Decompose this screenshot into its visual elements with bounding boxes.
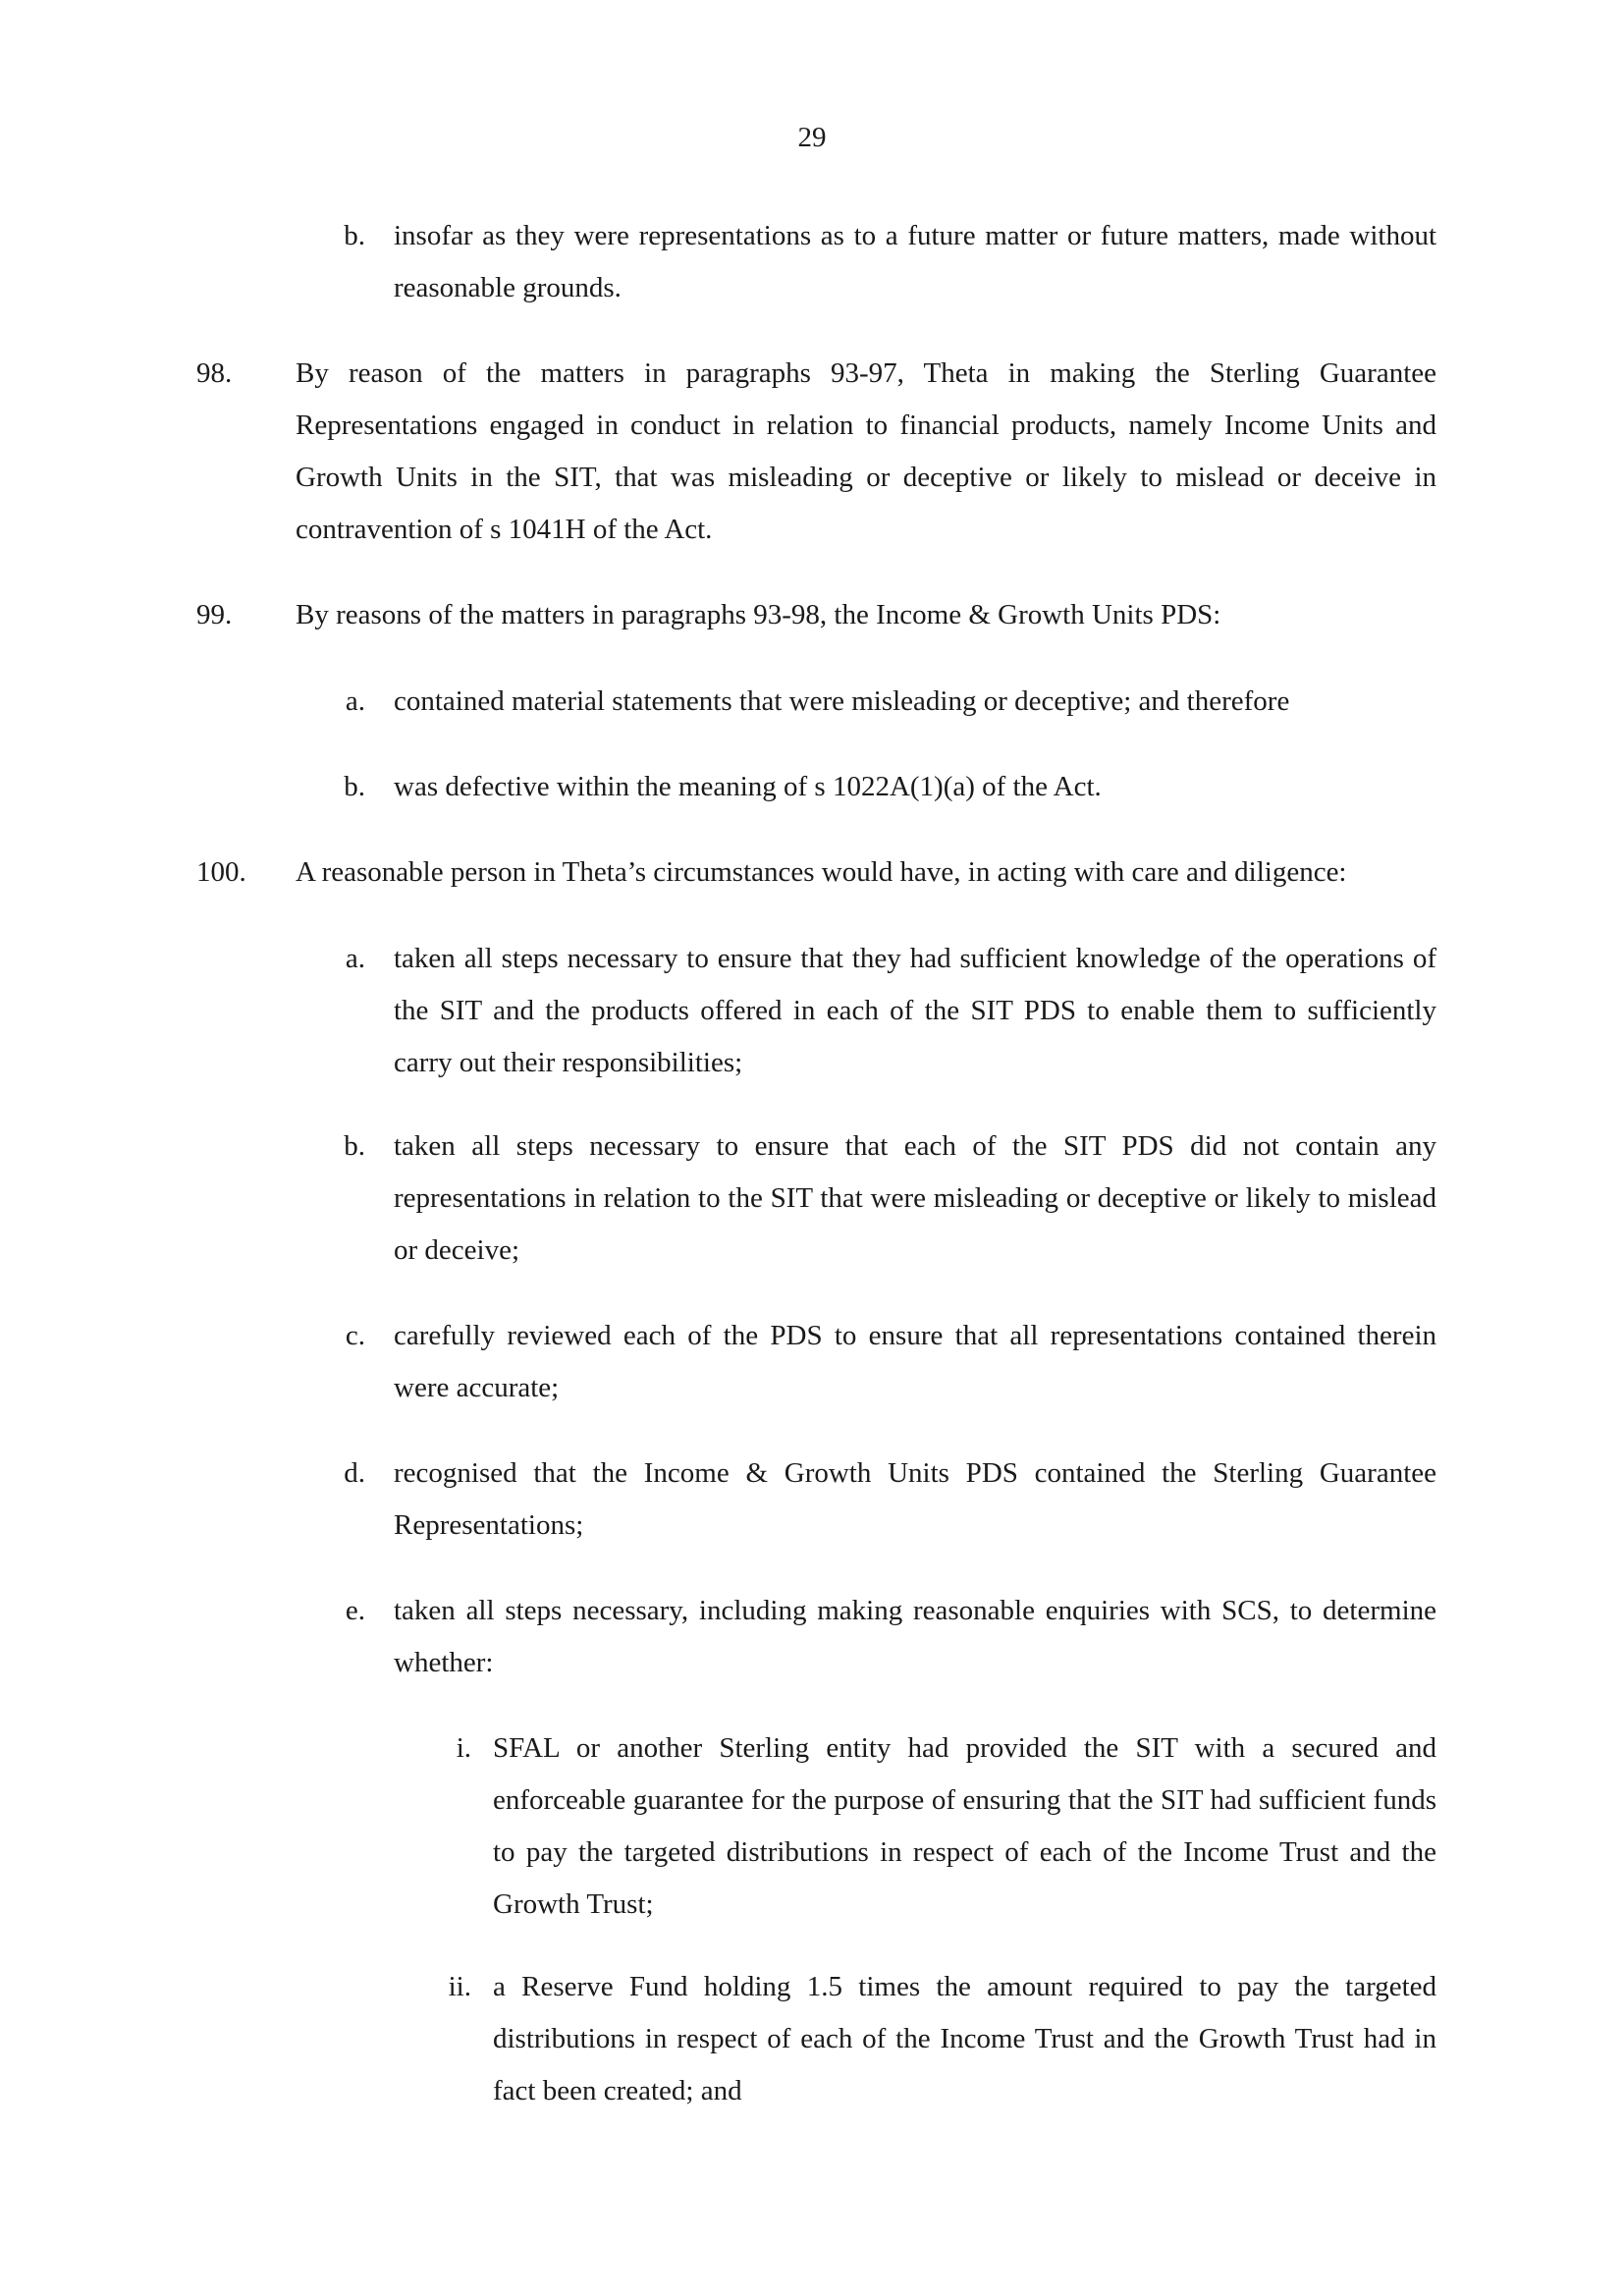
sub-item-marker: e. xyxy=(345,1595,365,1626)
sub-sub-item-marker: ii. xyxy=(448,1971,471,2002)
paragraph-number: 100. xyxy=(196,856,246,888)
sub-item-marker: b. xyxy=(344,220,365,251)
sub-item-text: was defective within the meaning of s 1022A(1)(a) of the Act. xyxy=(394,771,1102,802)
sub-item-text: carefully reviewed each of the PDS to ensure that all representations contained therein were accurate; xyxy=(394,1320,1436,1403)
paragraph-number: 98. xyxy=(196,357,233,389)
sub-item-text: insofar as they were representations as to a future matter or future matters, made without reasonable grounds. xyxy=(394,220,1436,303)
sub-item-text: taken all steps necessary to ensure that each of the SIT PDS did not contain any representations in relation to the SIT that were misleading or deceptive or likely to mislead or deceive; xyxy=(394,1130,1436,1266)
sub-item-text: taken all steps necessary to ensure that they had sufficient knowledge of the operations of the SIT and the products offered in each of the SIT PDS to enable them to sufficiently carry out their responsibilities; xyxy=(394,943,1436,1078)
sub-item-text: recognised that the Income & Growth Units PDS contained the Sterling Guarantee Representations; xyxy=(394,1457,1436,1541)
sub-sub-item-text: SFAL or another Sterling entity had provided the SIT with a secured and enforceable guarantee for the purpose of ensuring that the SIT had sufficient funds to pay the targeted distributions in respect of each of the Income Trust and the Growth Trust; xyxy=(493,1732,1436,1920)
page-number: 29 xyxy=(797,122,827,153)
paragraph-number: 99. xyxy=(196,599,233,630)
sub-sub-item-text: a Reserve Fund holding 1.5 times the amount required to pay the targeted distributions in respect of each of the Income Trust and the Growth Trust had in fact been created; and xyxy=(493,1971,1436,2106)
sub-item-marker: b. xyxy=(344,1130,365,1162)
sub-item-text: contained material statements that were misleading or deceptive; and therefore xyxy=(394,685,1290,717)
sub-item-text: taken all steps necessary, including making reasonable enquiries with SCS, to determine whether: xyxy=(394,1595,1436,1678)
sub-sub-item-marker: i. xyxy=(456,1732,471,1764)
sub-item-marker: c. xyxy=(345,1320,365,1351)
paragraph-text: A reasonable person in Theta’s circumstances would have, in acting with care and diligence: xyxy=(296,856,1347,888)
sub-item-marker: a. xyxy=(345,685,365,717)
paragraph-text: By reasons of the matters in paragraphs 93-98, the Income & Growth Units PDS: xyxy=(296,599,1221,630)
sub-item-marker: a. xyxy=(345,943,365,974)
sub-item-marker: b. xyxy=(344,771,365,802)
sub-item-marker: d. xyxy=(344,1457,365,1489)
paragraph-text: By reason of the matters in paragraphs 93-97, Theta in making the Sterling Guarantee Representations engaged in conduct in relation to financial products, namely Income Units and Growth Units in the SIT, that was misleading or deceptive or likely to mislead or deceive in contravention of s 1041H of the Act. xyxy=(296,357,1436,545)
